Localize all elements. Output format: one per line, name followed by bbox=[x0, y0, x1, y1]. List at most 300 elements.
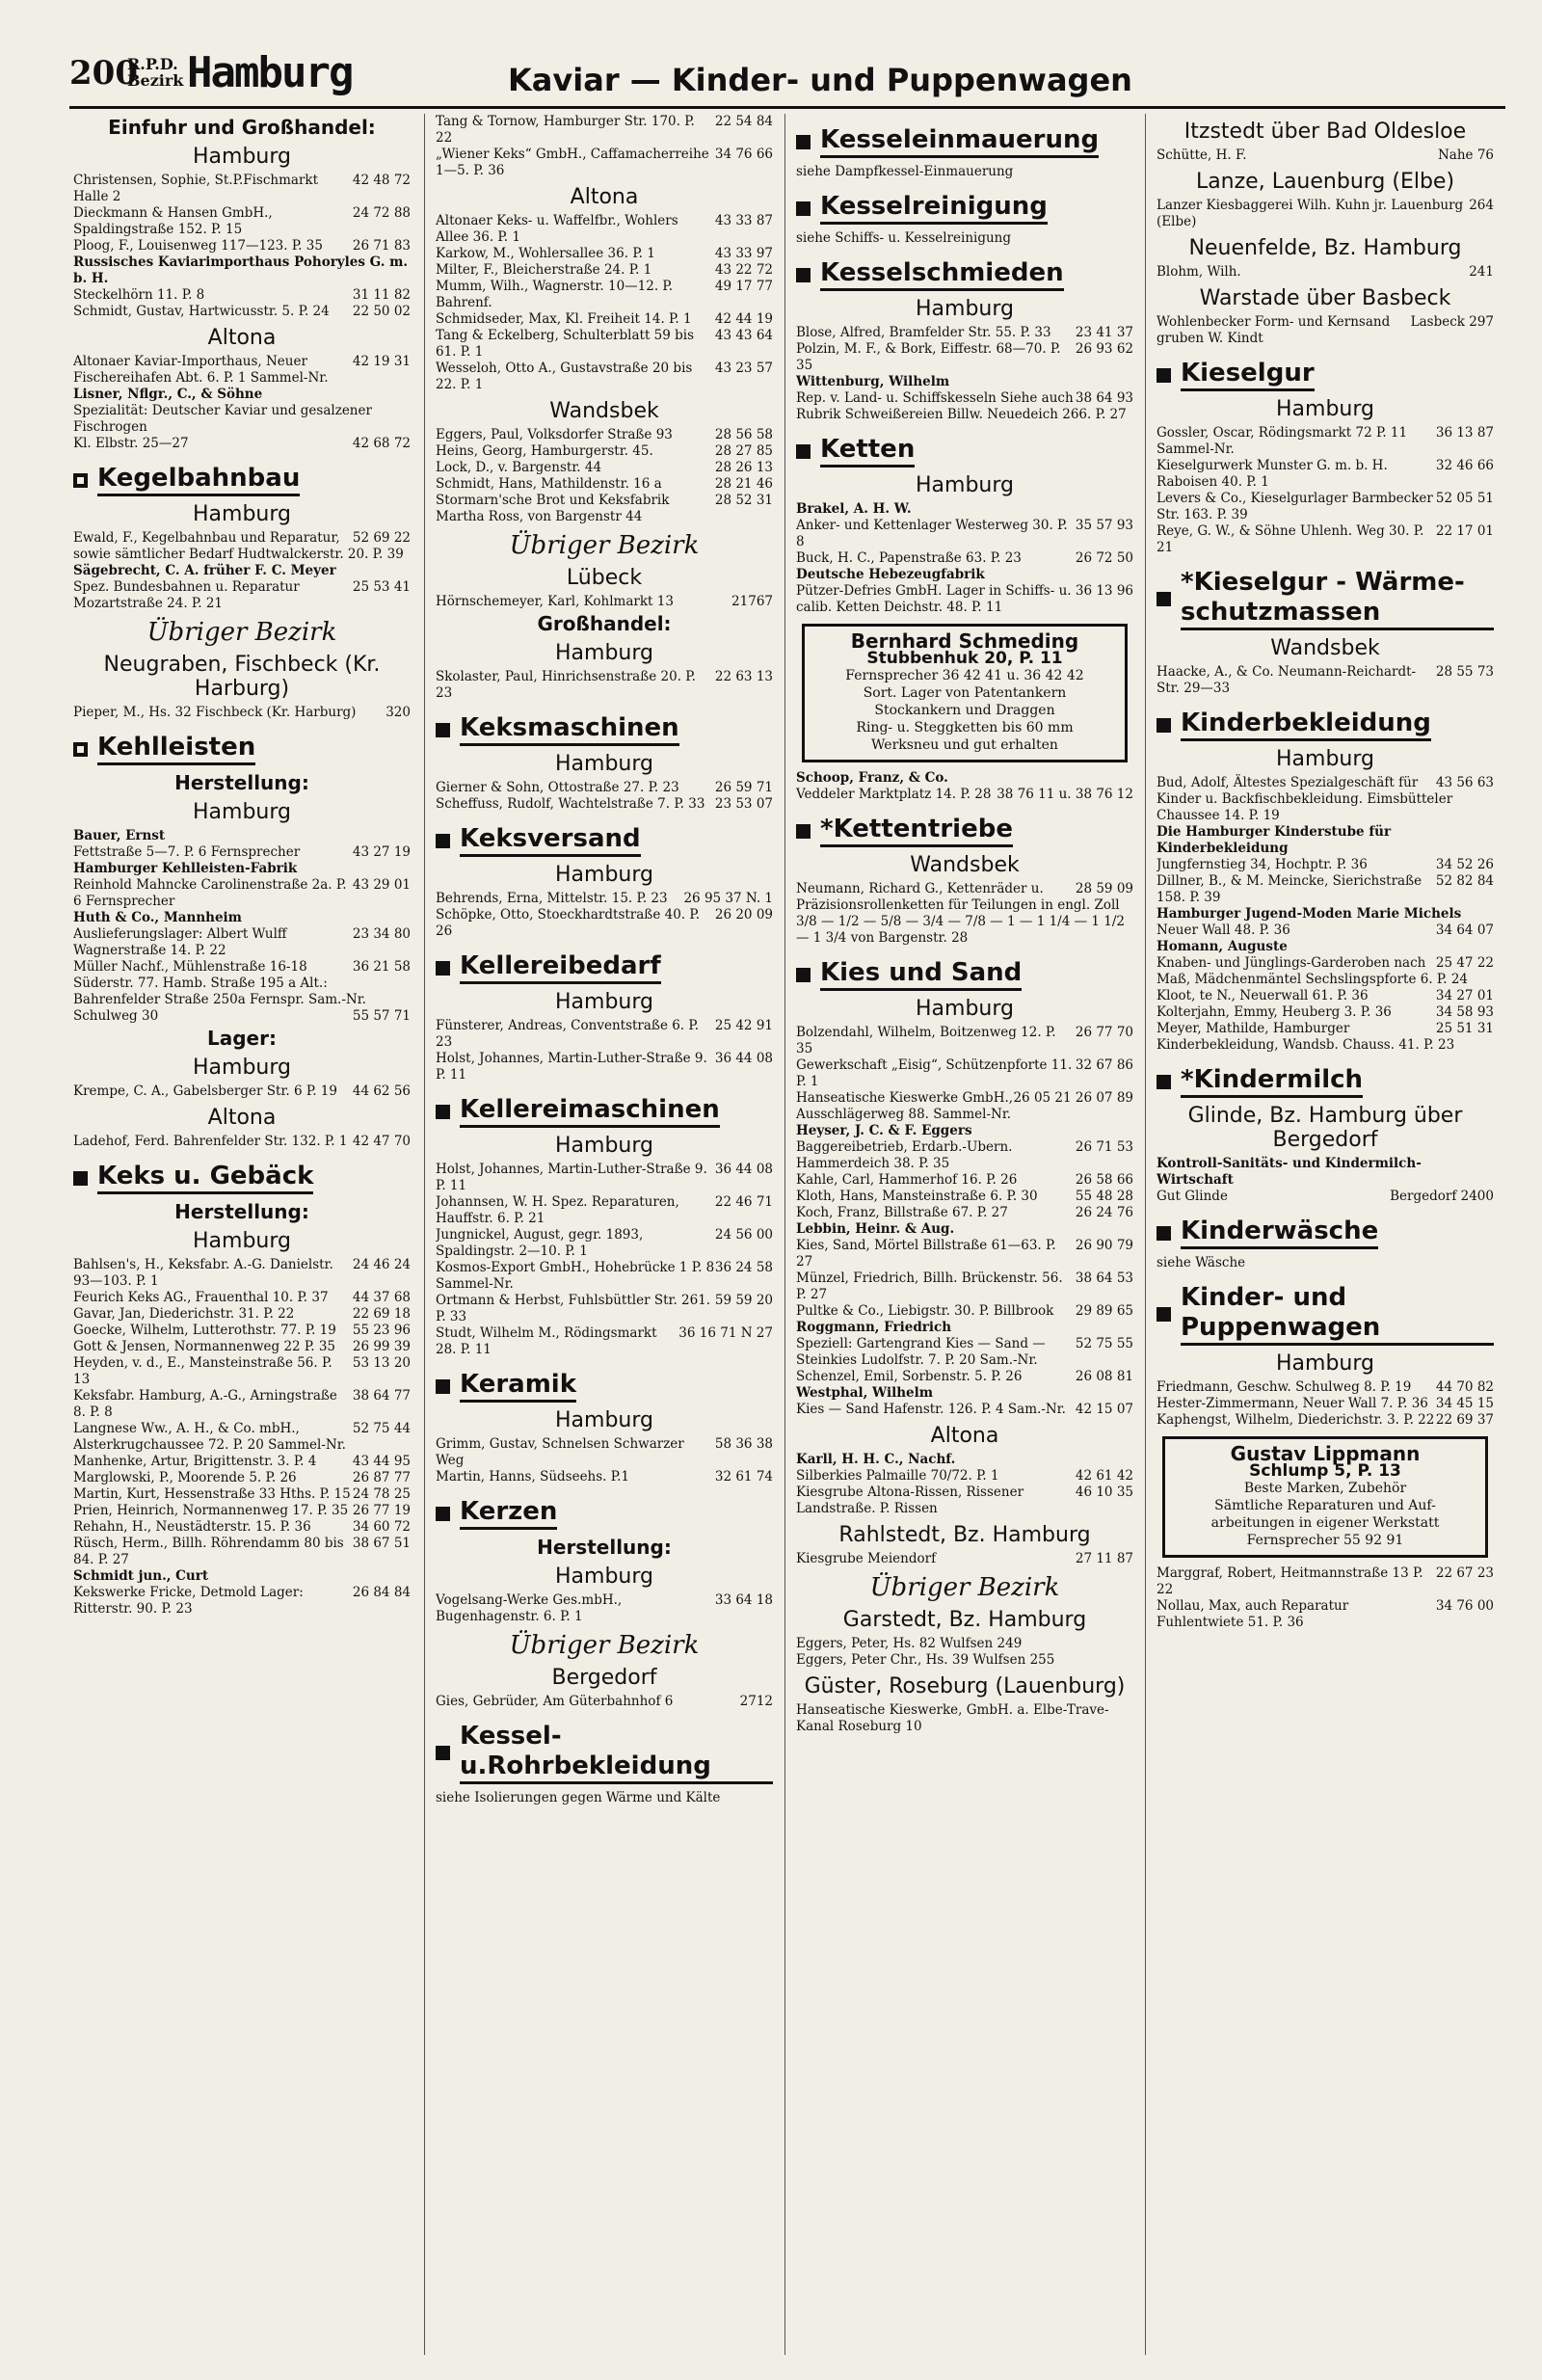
entry-text: Krempe, C. A., Gabelsberger Str. 6 P. 19 bbox=[73, 1083, 337, 1099]
category-square-icon bbox=[436, 834, 450, 848]
directory-entry bbox=[1156, 873, 1494, 906]
entry-text: Schöpke, Otto, Stoeckhardtstraße 40. P. 26 bbox=[436, 907, 701, 939]
location-heading: Hamburg bbox=[916, 297, 1014, 321]
entry-text: Scheffuss, Rudolf, Wachtelstraße 7. P. 33 bbox=[436, 796, 705, 812]
category-heading bbox=[796, 435, 1133, 468]
category-square-icon bbox=[436, 961, 450, 976]
entry-phone: 29 89 65 bbox=[1075, 1303, 1133, 1319]
directory-entry bbox=[436, 1293, 773, 1325]
entry-phone: 21767 bbox=[731, 594, 773, 609]
entry-phone: 23 53 07 bbox=[714, 796, 773, 812]
entry-text: Jungnickel, August, gegr. 1893, Spaldingstr. 2—10. P. 1 bbox=[436, 1227, 644, 1259]
entry-text: Spez. Bundesbahnen u. Reparatur Mozartstraße 24. P. 21 bbox=[73, 579, 300, 611]
entry-phone: 34 27 01 bbox=[1435, 988, 1494, 1003]
directory-entry bbox=[73, 1257, 411, 1290]
category-title: Keksversand bbox=[460, 824, 641, 857]
directory-entry bbox=[796, 881, 1133, 947]
entry-text: Gossler, Oscar, Rödingsmarkt 72 P. 11 Sammel-Nr. bbox=[1156, 425, 1408, 457]
entry-text: Gewerkschaft „Eisig“, Schützenpforte 11. P. 1 bbox=[796, 1057, 1073, 1089]
entry-text: Sägebrecht, C. A. früher F. C. Meyer bbox=[73, 563, 336, 578]
entry-text: Heyden, v. d., E., Mansteinstraße 56. P. 13 bbox=[73, 1355, 332, 1387]
entry-text: Neumann, Richard G., Kettenräder u. Präzisionsrollenketten für Teilungen in engl. Zoll 3/8 — 1/2 — 5/8 — 3/4 — 7/8 — 1 — 1 1/4 — 1 1/2 — 1 3/4 von Bargenstr. 28 bbox=[796, 881, 1126, 946]
entry-text: Bahlsen's, H., Keksfabr. A.-G. Danielstr. 93—103. P. 1 bbox=[73, 1257, 333, 1289]
directory-entry bbox=[436, 1018, 773, 1051]
directory-entry bbox=[73, 530, 411, 563]
entry-phone: 264 bbox=[1469, 198, 1494, 213]
category-square-icon bbox=[1156, 1075, 1171, 1089]
directory-entry bbox=[796, 1221, 1133, 1238]
directory-entry bbox=[1156, 458, 1494, 491]
directory-entry bbox=[436, 114, 773, 147]
directory-entry bbox=[1156, 923, 1494, 939]
entry-phone: 22 63 13 bbox=[714, 669, 773, 684]
directory-entry bbox=[436, 907, 773, 940]
entry-phone: 36 44 08 bbox=[714, 1162, 773, 1177]
column-rule bbox=[1145, 114, 1146, 2355]
directory-entry bbox=[73, 173, 411, 205]
directory-entry bbox=[73, 1454, 411, 1470]
page-number: 200 bbox=[69, 54, 138, 93]
entry-text: Ewald, F., Kegelbahnbau und Reparatur, sowie sämtlicher Bedarf Hudtwalckerstr. 20. P. 39 bbox=[73, 530, 404, 562]
category-title: Keks u. Gebäck bbox=[97, 1162, 313, 1194]
directory-entry bbox=[796, 390, 1133, 423]
location-heading: Hamburg bbox=[555, 641, 653, 665]
entry-phone: 52 05 51 bbox=[1435, 491, 1494, 506]
entry-phone: 28 55 73 bbox=[1435, 664, 1494, 680]
entry-phone: 32 61 74 bbox=[714, 1469, 773, 1484]
entry-text: Lebbin, Heinr. & Aug. bbox=[796, 1221, 955, 1237]
entry-text: Russisches Kaviarimporthaus Pohoryles G. m. b. H. bbox=[73, 254, 409, 286]
entry-phone: 22 67 23 bbox=[1435, 1565, 1494, 1581]
entry-phone: 43 27 19 bbox=[352, 844, 411, 860]
directory-entry bbox=[436, 669, 773, 702]
entry-phone: 55 48 28 bbox=[1075, 1189, 1133, 1204]
directory-entry bbox=[1156, 1565, 1494, 1598]
directory-entry bbox=[73, 579, 411, 612]
category-square-icon bbox=[796, 135, 811, 149]
entry-text: Heyser, J. C. & F. Eggers bbox=[796, 1123, 972, 1138]
directory-entry bbox=[796, 1551, 1133, 1567]
category-heading bbox=[436, 1722, 773, 1784]
directory-entry bbox=[436, 1469, 773, 1485]
entry-text: Karkow, M., Wohlersallee 36. P. 1 bbox=[436, 246, 655, 261]
entry-phone: 55 57 71 bbox=[352, 1008, 411, 1024]
entry-phone: 32 67 86 bbox=[1075, 1057, 1133, 1073]
entry-phone: 241 bbox=[1469, 264, 1494, 280]
directory-entry bbox=[73, 1355, 411, 1388]
entry-text: Kontroll-Sanitäts- und Kindermilch-Wirtschaft bbox=[1156, 1156, 1422, 1188]
entry-phone: 36 44 08 bbox=[714, 1051, 773, 1066]
location-heading: Wandsbek bbox=[910, 853, 1020, 877]
entry-text: Martin, Hanns, Südseehs. P.1 bbox=[436, 1469, 629, 1484]
category-square-icon bbox=[436, 1507, 450, 1521]
entry-phone: 43 22 72 bbox=[714, 262, 773, 278]
category-title: *Kindermilch bbox=[1181, 1065, 1363, 1098]
directory-entry bbox=[73, 1486, 411, 1503]
category-title: Kerzen bbox=[460, 1497, 557, 1530]
directory-entry bbox=[796, 325, 1133, 341]
entry-text: Mumm, Wilh., Wagnerstr. 10—12. P. Bahrenf. bbox=[436, 279, 674, 310]
entry-phone: 42 47 70 bbox=[352, 1134, 411, 1149]
entry-text: Karll, H. H. C., Nachf. bbox=[796, 1452, 956, 1467]
directory-entry bbox=[73, 1568, 411, 1585]
category-square-icon bbox=[796, 824, 811, 839]
category-heading bbox=[436, 951, 773, 984]
category-title: Keksmaschinen bbox=[460, 713, 679, 746]
entry-phone: Bergedorf 2400 bbox=[1390, 1189, 1494, 1204]
entry-text: Hanseatische Kieswerke GmbH., Ausschlägerweg 88. Sammel-Nr. bbox=[796, 1090, 1014, 1122]
directory-entry bbox=[796, 787, 1133, 803]
location-heading: Hamburg bbox=[916, 473, 1014, 497]
entry-phone: 24 72 88 bbox=[352, 205, 411, 221]
entry-text: Kloot, te N., Neuerwall 61. P. 36 bbox=[1156, 988, 1369, 1003]
entry-phone: Lasbeck 297 bbox=[1410, 314, 1494, 330]
entry-text: Pützer-Defries GmbH. Lager in Schiffs- u. calib. Ketten Deichstr. 48. P. 11 bbox=[796, 583, 1072, 615]
directory-entry bbox=[796, 567, 1133, 583]
entry-phone: 26 71 83 bbox=[352, 238, 411, 254]
directory-entry bbox=[1156, 988, 1494, 1004]
directory-entry bbox=[436, 361, 773, 393]
location-heading: Hamburg bbox=[193, 502, 291, 526]
directory-entry bbox=[796, 1702, 1133, 1735]
location-heading: Hamburg bbox=[1276, 747, 1374, 771]
entry-text: Meyer, Mathilde, Hamburger Kinderbekleidung, Wandsb. Chauss. 41. P. 23 bbox=[1156, 1021, 1455, 1053]
entry-phone: 26 08 81 bbox=[1075, 1369, 1133, 1384]
entry-phone: 22 54 84 bbox=[714, 114, 773, 129]
directory-entry bbox=[1156, 1396, 1494, 1412]
category-title: *Kieselgur - Wärme-schutzmassen bbox=[1181, 568, 1494, 630]
directory-entry bbox=[73, 910, 411, 926]
directory-entry bbox=[796, 1189, 1133, 1205]
ad-company-name: Gustav Lippmann bbox=[1230, 1442, 1421, 1465]
entry-text: Kies, Sand, Mörtel Billstraße 61—63. P. 27 bbox=[796, 1238, 1056, 1270]
directory-entry bbox=[796, 1025, 1133, 1057]
category-title: Ketten bbox=[820, 435, 915, 468]
category-heading bbox=[436, 1370, 773, 1403]
category-title: Kehlleisten bbox=[97, 733, 255, 765]
entry-phone: 55 23 96 bbox=[352, 1323, 411, 1338]
entry-text: Kolterjahn, Emmy, Heuberg 3. P. 36 bbox=[1156, 1004, 1392, 1020]
entry-phone: 42 15 07 bbox=[1075, 1402, 1133, 1417]
directory-entry bbox=[73, 1134, 411, 1150]
category-heading bbox=[796, 958, 1133, 991]
entry-text: Levers & Co., Kieselgurlager Barmbecker Str. 163. P. 39 bbox=[1156, 491, 1433, 522]
entry-text: Christensen, Sophie, St.P.Fischmarkt Halle 2 bbox=[73, 173, 319, 204]
entry-phone: 43 29 01 bbox=[352, 877, 411, 893]
entry-text: Dillner, B., & M. Meincke, Sierichstraße 158. P. 39 bbox=[1156, 873, 1422, 905]
entry-phone: 23 41 37 bbox=[1075, 325, 1133, 340]
entry-text: Marggraf, Robert, Heitmannstraße 13 P. 22 bbox=[1156, 1565, 1423, 1597]
entry-text: Bauer, Ernst bbox=[73, 828, 166, 843]
category-title: Kesselschmieden bbox=[820, 258, 1064, 291]
entry-text: Fünsterer, Andreas, Conventstraße 6. P. 23 bbox=[436, 1018, 700, 1050]
directory-entry bbox=[1156, 955, 1494, 988]
entry-text: Studt, Wilhelm M., Rödingsmarkt 28. P. 11 bbox=[436, 1325, 657, 1357]
entry-phone: 26 84 84 bbox=[352, 1585, 411, 1600]
entry-text: Haacke, A., & Co. Neumann-Reichardt-Str. 29—33 bbox=[1156, 664, 1417, 696]
entry-text: Müller Nachf., Mühlenstraße 16-18 Süderstr. 77. Hamb. Straße 195 a Alt.: Bahrenfelder Straße 250a Fernspr. Sam.-Nr. bbox=[73, 959, 366, 1007]
ad-line: Stockankern und Draggen bbox=[874, 703, 1055, 718]
directory-entry bbox=[436, 213, 773, 246]
entry-phone: 43 33 97 bbox=[714, 246, 773, 261]
location-heading: Wandsbek bbox=[1270, 636, 1380, 660]
entry-text: Heins, Georg, Hamburgerstr. 45. bbox=[436, 443, 653, 459]
entry-text: Friedmann, Geschw. Schulweg 8. P. 19 bbox=[1156, 1379, 1412, 1395]
ad-line: Sort. Lager von Patentankern bbox=[863, 685, 1067, 701]
location-heading: Lanze, Lauenburg (Elbe) bbox=[1195, 170, 1455, 194]
directory-entry bbox=[1156, 1379, 1494, 1396]
entry-text: Anker- und Kettenlager Westerweg 30. P. 8 bbox=[796, 518, 1068, 549]
entry-phone: 22 46 71 bbox=[714, 1194, 773, 1210]
entry-text: Rehahn, H., Neustädterstr. 15. P. 36 bbox=[73, 1519, 311, 1535]
entry-phone: 46 10 35 bbox=[1075, 1484, 1133, 1500]
entry-text: Reinhold Mahncke Carolinenstraße 2a. P. 6 Fernsprecher bbox=[73, 877, 347, 909]
entry-phone: 26 95 37 N. 1 bbox=[683, 891, 773, 906]
category-heading bbox=[1156, 359, 1494, 391]
entry-text: Neuer Wall 48. P. 36 bbox=[1156, 923, 1290, 938]
entry-phone: 28 59 09 bbox=[1075, 881, 1133, 896]
entry-text: Hester-Zimmermann, Neuer Wall 7. P. 36 bbox=[1156, 1396, 1428, 1411]
location-heading: Altona bbox=[207, 326, 277, 350]
directory-entry bbox=[796, 1336, 1133, 1369]
entry-text: Schenzel, Emil, Sorbenstr. 5. P. 26 bbox=[796, 1369, 1023, 1384]
directory-entry bbox=[436, 328, 773, 361]
category-heading bbox=[73, 464, 411, 496]
category-square-icon bbox=[1156, 718, 1171, 733]
directory-entry bbox=[1156, 1021, 1494, 1054]
entry-text: Bud, Adolf, Ältestes Spezialgeschäft für Kinder u. Backfischbekleidung. Eimsbütteler Chaussee 14. P. 19 bbox=[1156, 775, 1453, 823]
entry-phone: 43 43 64 bbox=[714, 328, 773, 343]
directory-entry bbox=[436, 1162, 773, 1194]
subheading: Herstellung: bbox=[174, 1200, 309, 1223]
location-heading: Bergedorf bbox=[551, 1666, 657, 1690]
directory-entry bbox=[436, 1694, 773, 1710]
directory-entry bbox=[1156, 775, 1494, 824]
directory-entry bbox=[436, 1227, 773, 1260]
entry-phone: 25 53 41 bbox=[352, 579, 411, 595]
directory-entry bbox=[1156, 1189, 1494, 1205]
directory-entry bbox=[796, 1139, 1133, 1172]
directory-entry bbox=[1156, 906, 1494, 923]
location-heading: Hamburg bbox=[193, 1056, 291, 1080]
entry-phone: 42 44 19 bbox=[714, 311, 773, 327]
location-heading: Güster, Roseburg (Lauenburg) bbox=[804, 1674, 1126, 1698]
subheading: Herstellung: bbox=[537, 1536, 672, 1559]
entry-text: Wesseloh, Otto A., Gustavstraße 20 bis 22. P. 1 bbox=[436, 361, 693, 392]
entry-text: Pultke & Co., Liebigstr. 30. P. Billbrook bbox=[796, 1303, 1054, 1319]
category-heading bbox=[1156, 1283, 1494, 1346]
entry-text: Hamburger Kehlleisten-Fabrik bbox=[73, 861, 298, 876]
entry-phone: 28 26 13 bbox=[714, 460, 773, 475]
subheading: Lager: bbox=[207, 1027, 277, 1050]
category-title: *Kettentriebe bbox=[820, 815, 1013, 847]
directory-entry bbox=[73, 304, 411, 320]
entry-phone: 34 45 15 bbox=[1435, 1396, 1494, 1411]
entry-phone: 25 51 31 bbox=[1435, 1021, 1494, 1036]
directory-entry bbox=[796, 1303, 1133, 1320]
directory-entry bbox=[1156, 1598, 1494, 1631]
directory-entry bbox=[73, 959, 411, 1008]
entry-text: Wittenburg, Wilhelm bbox=[796, 374, 950, 389]
directory-entry bbox=[1156, 264, 1494, 281]
directory-entry bbox=[436, 279, 773, 311]
entry-text: Baggereibetrieb, Erdarb.-Ubern. Hammerdeich 38. P. 35 bbox=[796, 1139, 1013, 1171]
directory-entry bbox=[436, 1592, 773, 1625]
entry-text: Kiesgrube Meiendorf bbox=[796, 1551, 937, 1566]
category-heading bbox=[73, 733, 411, 765]
entry-text: Marglowski, P., Moorende 5. P. 26 bbox=[73, 1470, 297, 1485]
category-square-icon bbox=[796, 268, 811, 282]
directory-entry bbox=[796, 164, 1133, 180]
directory-entry bbox=[796, 1652, 1133, 1669]
category-heading bbox=[796, 815, 1133, 847]
subheading: Großhandel: bbox=[537, 612, 672, 635]
location-heading: Rahlstedt, Bz. Hamburg bbox=[838, 1523, 1091, 1547]
directory-entry bbox=[73, 1519, 411, 1536]
entry-phone: 35 57 93 bbox=[1075, 518, 1133, 533]
directory-entry bbox=[796, 1205, 1133, 1221]
entry-phone: 44 37 68 bbox=[352, 1290, 411, 1305]
directory-entry bbox=[73, 287, 411, 304]
entry-phone: 26 05 21 26 07 89 bbox=[1013, 1090, 1133, 1106]
location-heading: Neugraben, Fischbeck (Kr. Harburg) bbox=[103, 653, 381, 701]
directory-entry bbox=[73, 238, 411, 254]
directory-entry bbox=[73, 828, 411, 844]
entry-text: Kieselgurwerk Munster G. m. b. H. Raboisen 40. P. 1 bbox=[1156, 458, 1388, 490]
location-heading: Glinde, Bz. Hamburg über Bergedorf bbox=[1187, 1104, 1463, 1152]
column-rule bbox=[424, 114, 425, 2355]
entry-text: Schmidt jun., Curt bbox=[73, 1568, 209, 1584]
directory-entry bbox=[796, 1468, 1133, 1484]
category-square-icon bbox=[73, 1171, 88, 1186]
entry-phone: 31 11 82 bbox=[352, 287, 411, 303]
entry-text: Altonaer Kaviar-Importhaus, Neuer Fischereihafen Abt. 6. P. 1 Sammel-Nr. bbox=[73, 354, 329, 386]
ad-line: Fernsprecher 55 92 91 bbox=[1246, 1533, 1404, 1548]
entry-text: Holst, Johannes, Martin-Luther-Straße 9. P. 11 bbox=[436, 1162, 707, 1193]
category-square-icon bbox=[1156, 1226, 1171, 1241]
entry-phone: 28 52 31 bbox=[714, 493, 773, 508]
location-heading: Garstedt, Bz. Hamburg bbox=[842, 1608, 1087, 1632]
directory-entry bbox=[73, 387, 411, 403]
column-4 bbox=[1156, 114, 1494, 2360]
entry-phone: 36 13 87 bbox=[1435, 425, 1494, 441]
ad-address: Schlump 5, P. 13 bbox=[1249, 1461, 1401, 1481]
category-square-icon bbox=[1156, 592, 1171, 606]
entry-text: Rüsch, Herm., Billh. Röhrendamm 80 bis 84. P. 27 bbox=[73, 1536, 344, 1567]
entry-text: „Wiener Keks“ GmbH., Caffamacherreihe 1—5. P. 36 bbox=[436, 147, 709, 178]
entry-text: Hanseatische Kieswerke, GmbH. a. Elbe-Trave-Kanal Roseburg 10 bbox=[796, 1702, 1109, 1734]
category-heading bbox=[436, 824, 773, 857]
entry-text: Schmidseder, Max, Kl. Freiheit 14. P. 1 bbox=[436, 311, 692, 327]
entry-text: Kahle, Carl, Hammerhof 16. P. 26 bbox=[796, 1172, 1018, 1188]
entry-text: Ortmann & Herbst, Fuhlsbüttler Str. 261. P. 33 bbox=[436, 1293, 711, 1324]
ad-line: arbeitungen in eigener Werkstatt bbox=[1210, 1515, 1440, 1531]
entry-phone: 22 69 18 bbox=[352, 1306, 411, 1322]
entry-text: Langnese Ww., A. H., & Co. mbH., Alsterkrugchaussee 72. P. 20 Sammel-Nr. bbox=[73, 1421, 346, 1453]
column-rule bbox=[784, 114, 785, 2355]
entry-phone: 36 16 71 N 27 bbox=[678, 1325, 773, 1341]
category-square-icon bbox=[436, 1379, 450, 1394]
directory-entry bbox=[796, 550, 1133, 567]
entry-text: Lock, D., v. Bargenstr. 44 bbox=[436, 460, 602, 475]
directory-entry bbox=[1156, 198, 1494, 230]
category-square-icon bbox=[436, 1746, 450, 1760]
entry-text: Kies — Sand Hafenstr. 126. P. 4 Sam.-Nr. bbox=[796, 1402, 1066, 1417]
category-title: Kies und Sand bbox=[820, 958, 1022, 991]
category-square-icon bbox=[436, 1105, 450, 1119]
directory-entry bbox=[1156, 824, 1494, 857]
entry-text: Gott & Jensen, Normannenweg 22 P. 35 bbox=[73, 1339, 336, 1354]
location-heading: Übriger Bezirk bbox=[146, 618, 337, 647]
entry-phone: 32 46 66 bbox=[1435, 458, 1494, 473]
entry-text: Auslieferungslager: Albert Wulff Wagnerstraße 14. P. 22 bbox=[73, 926, 287, 958]
entry-phone: 36 24 58 bbox=[714, 1260, 773, 1275]
entry-text: Wohlenbecker Form- und Kernsand gruben W. Kindt bbox=[1156, 314, 1391, 346]
entry-phone: 38 64 53 bbox=[1075, 1270, 1133, 1286]
ad-line: Werksneu und gut erhalten bbox=[871, 737, 1058, 753]
category-heading bbox=[436, 713, 773, 746]
directory-entry bbox=[1156, 857, 1494, 873]
category-square-icon bbox=[796, 968, 811, 982]
entry-phone: 34 52 26 bbox=[1435, 857, 1494, 872]
entry-text: Jungfernstieg 34, Hochptr. P. 36 bbox=[1156, 857, 1368, 872]
ad-line: Ring- u. Steggketten bis 60 mm bbox=[856, 720, 1074, 735]
column-1 bbox=[73, 114, 411, 2360]
category-title: Kellereimaschinen bbox=[460, 1095, 720, 1128]
directory-entry bbox=[796, 1057, 1133, 1090]
entry-phone: 27 11 87 bbox=[1075, 1551, 1133, 1566]
category-title: Kinderbekleidung bbox=[1181, 709, 1431, 741]
entry-phone: 22 17 01 bbox=[1435, 523, 1494, 539]
directory-entry bbox=[1156, 1412, 1494, 1429]
category-heading bbox=[436, 1095, 773, 1128]
directory-entry bbox=[73, 1388, 411, 1421]
directory-entry bbox=[73, 354, 411, 387]
directory-entry bbox=[436, 246, 773, 262]
directory-entry bbox=[796, 1172, 1133, 1189]
entry-text: Reye, G. W., & Söhne Uhlenh. Weg 30. P. 21 bbox=[1156, 523, 1424, 555]
location-heading: Übriger Bezirk bbox=[509, 1631, 700, 1660]
entry-phone: 43 56 63 bbox=[1435, 775, 1494, 790]
category-heading bbox=[796, 258, 1133, 291]
category-heading bbox=[1156, 568, 1494, 630]
entry-phone: 49 17 77 bbox=[714, 279, 773, 294]
entry-phone: 26 24 76 bbox=[1075, 1205, 1133, 1220]
entry-text: Hamburger Jugend-Moden Marie Michels bbox=[1156, 906, 1462, 922]
entry-text: siehe Dampfkessel-Einmauerung bbox=[796, 164, 1014, 179]
entry-phone: 36 21 58 bbox=[352, 959, 411, 975]
subheading: Herstellung: bbox=[174, 771, 309, 794]
location-heading: Altona bbox=[930, 1424, 999, 1448]
entry-text: Steckelhörn 11. P. 8 bbox=[73, 287, 205, 303]
category-title: Kellereibedarf bbox=[460, 951, 661, 984]
entry-text: Schoop, Franz, & Co. bbox=[796, 770, 948, 786]
directory-entry bbox=[73, 1536, 411, 1568]
category-heading bbox=[796, 125, 1133, 158]
ad-line: Fernsprecher 36 42 41 u. 36 42 42 bbox=[845, 668, 1084, 683]
entry-text: Gierner & Sohn, Ottostraße 27. P. 23 bbox=[436, 780, 679, 795]
entry-text: Feurich Keks AG., Frauenthal 10. P. 37 bbox=[73, 1290, 329, 1305]
directory-entry bbox=[436, 1790, 773, 1806]
ad-line: Sämtliche Reparaturen und Auf- bbox=[1214, 1498, 1436, 1513]
category-title: Kessel-u.Rohrbekleidung bbox=[460, 1722, 773, 1784]
entry-text: Kiesgrube Altona-Rissen, Rissener Landstraße. P. Rissen bbox=[796, 1484, 1024, 1516]
location-heading: Hamburg bbox=[555, 1134, 653, 1158]
entry-text: Kloth, Hans, Mansteinstraße 6. P. 30 bbox=[796, 1189, 1038, 1204]
subheading: Einfuhr und Großhandel: bbox=[108, 116, 376, 139]
directory-entry bbox=[1156, 314, 1494, 347]
entry-text: Gut Glinde bbox=[1156, 1189, 1228, 1204]
